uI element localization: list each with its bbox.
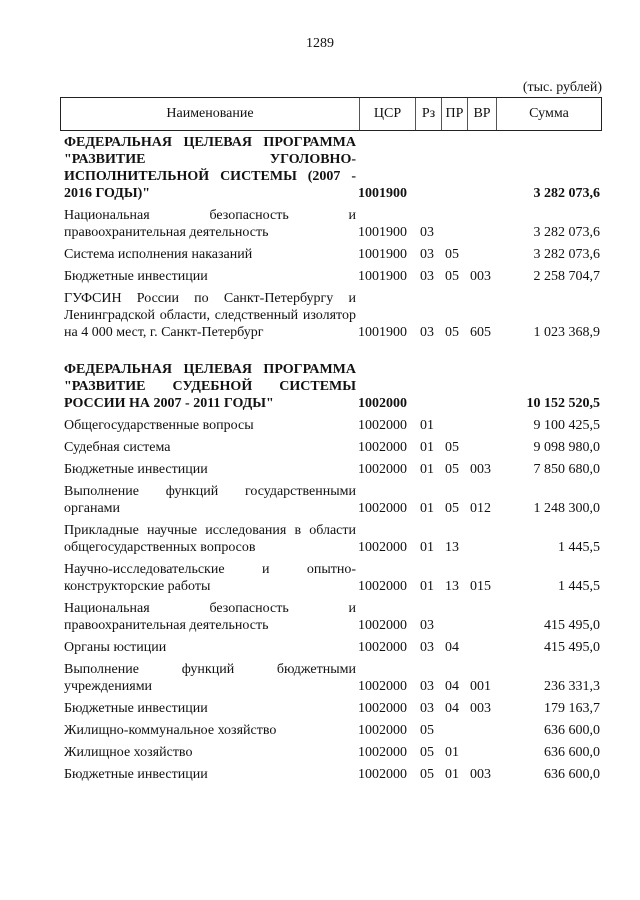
cell-vr: 001	[470, 679, 491, 694]
table-row	[64, 600, 600, 634]
cell-name: Выполнение функций бюджетными учреждениями	[64, 662, 356, 694]
cell-name: Жилищное хозяйство	[64, 745, 193, 760]
cell-rz: 03	[420, 247, 434, 262]
cell-csr: 1002000	[358, 540, 407, 555]
cell-pr: 05	[445, 462, 459, 477]
cell-csr: 1001900	[358, 325, 407, 340]
cell-rz: 03	[420, 640, 434, 655]
cell-rz: 01	[420, 501, 434, 516]
cell-vr: 003	[470, 767, 491, 782]
cell-sum: 3 282 073,6	[533, 186, 600, 201]
header-sum: Сумма	[529, 106, 569, 121]
table-row	[64, 207, 600, 241]
cell-sum: 2 258 704,7	[533, 269, 600, 284]
table-header	[60, 97, 602, 131]
cell-rz: 05	[420, 745, 434, 760]
header-vr: ВР	[468, 98, 497, 130]
cell-sum: 415 495,0	[544, 618, 600, 633]
cell-sum: 636 600,0	[544, 767, 600, 782]
cell-rz: 01	[420, 440, 434, 455]
cell-pr: 13	[445, 540, 459, 555]
cell-sum: 9 098 980,0	[533, 440, 600, 455]
cell-pr: 05	[445, 440, 459, 455]
cell-sum: 415 495,0	[544, 640, 600, 655]
cell-csr: 1002000	[358, 723, 407, 738]
cell-pr: 05	[445, 247, 459, 262]
table-row	[64, 661, 600, 695]
cell-csr: 1002000	[358, 745, 407, 760]
cell-pr: 04	[445, 640, 459, 655]
table-row	[64, 722, 600, 739]
cell-pr: 04	[445, 679, 459, 694]
cell-name: Система исполнения наказаний	[64, 247, 253, 262]
cell-rz: 03	[420, 325, 434, 340]
cell-csr: 1002000	[358, 640, 407, 655]
cell-sum: 9 100 425,5	[533, 418, 600, 433]
cell-csr: 1002000	[358, 701, 407, 716]
cell-vr: 003	[470, 701, 491, 716]
cell-rz: 03	[420, 225, 434, 240]
program-row	[64, 134, 600, 202]
cell-pr: 05	[445, 269, 459, 284]
cell-name: Бюджетные инвестиции	[64, 767, 208, 782]
cell-pr: 13	[445, 579, 459, 594]
table-row	[64, 483, 600, 517]
table-row	[64, 744, 600, 761]
cell-csr: 1002000	[358, 679, 407, 694]
cell-sum: 7 850 680,0	[533, 462, 600, 477]
cell-sum: 3 282 073,6	[533, 225, 600, 240]
cell-pr: 01	[445, 745, 459, 760]
cell-sum: 1 445,5	[558, 540, 600, 555]
table-row	[64, 268, 600, 285]
cell-name: ГУФСИН России по Санкт-Петербургу и Ленинградской области, следственный изолятор на 4 000 мест, г. Санкт-Петербург	[64, 291, 356, 340]
cell-sum: 636 600,0	[544, 745, 600, 760]
cell-name: ФЕДЕРАЛЬНАЯ ЦЕЛЕВАЯ ПРОГРАММА "РАЗВИТИЕ УГОЛОВНО-ИСПОЛНИТЕЛЬНОЙ СИСТЕМЫ (2007 - 2016 ГОДЫ)"	[64, 135, 356, 201]
table-row	[64, 461, 600, 478]
cell-name: Выполнение функций государственными органами	[64, 484, 356, 516]
cell-name: Бюджетные инвестиции	[64, 462, 208, 477]
cell-vr: 003	[470, 269, 491, 284]
cell-csr: 1002000	[358, 579, 407, 594]
cell-sum: 3 282 073,6	[533, 247, 600, 262]
table-row	[64, 246, 600, 263]
cell-sum: 236 331,3	[544, 679, 600, 694]
cell-csr: 1002000	[358, 618, 407, 633]
cell-csr: 1002000	[358, 767, 407, 782]
cell-csr: 1002000	[358, 462, 407, 477]
cell-sum: 1 023 368,9	[533, 325, 600, 340]
cell-vr: 605	[470, 325, 491, 340]
cell-csr: 1002000	[358, 396, 407, 411]
table-row	[64, 522, 600, 556]
cell-rz: 03	[420, 701, 434, 716]
cell-name: Научно-исследовательские и опытно-конструкторские работы	[64, 562, 356, 594]
header-pr: ПР	[442, 98, 468, 130]
cell-rz: 01	[420, 579, 434, 594]
cell-name: Жилищно-коммунальное хозяйство	[64, 723, 277, 738]
cell-rz: 05	[420, 723, 434, 738]
cell-name: Бюджетные инвестиции	[64, 269, 208, 284]
cell-csr: 1001900	[358, 247, 407, 262]
cell-pr: 04	[445, 701, 459, 716]
cell-csr: 1001900	[358, 269, 407, 284]
program-row	[64, 361, 600, 412]
cell-sum: 1 445,5	[558, 579, 600, 594]
cell-sum: 1 248 300,0	[533, 501, 600, 516]
cell-pr: 01	[445, 767, 459, 782]
cell-csr: 1001900	[358, 225, 407, 240]
cell-name: Общегосударственные вопросы	[64, 418, 254, 433]
cell-vr: 012	[470, 501, 491, 516]
page-number: 1289	[306, 36, 334, 51]
cell-vr: 003	[470, 462, 491, 477]
cell-sum: 10 152 520,5	[526, 396, 600, 411]
cell-csr: 1002000	[358, 501, 407, 516]
cell-csr: 1002000	[358, 440, 407, 455]
table-row	[64, 561, 600, 595]
cell-rz: 03	[420, 679, 434, 694]
cell-rz: 03	[420, 269, 434, 284]
cell-rz: 05	[420, 767, 434, 782]
table-body	[64, 134, 600, 788]
cell-name: Прикладные научные исследования в области общегосударственных вопросов	[64, 523, 356, 555]
cell-name: Судебная система	[64, 440, 171, 455]
table-row	[64, 417, 600, 434]
cell-rz: 03	[420, 618, 434, 633]
header-name: Наименование	[61, 98, 360, 130]
cell-sum: 636 600,0	[544, 723, 600, 738]
table-row	[64, 639, 600, 656]
cell-sum: 179 163,7	[544, 701, 600, 716]
table-row	[64, 290, 600, 341]
header-rz: Рз	[416, 98, 442, 130]
header-csr: ЦСР	[360, 98, 416, 130]
cell-csr: 1002000	[358, 418, 407, 433]
cell-rz: 01	[420, 540, 434, 555]
cell-pr: 05	[445, 325, 459, 340]
cell-name: Бюджетные инвестиции	[64, 701, 208, 716]
cell-name: Национальная безопасность и правоохранительная деятельность	[64, 601, 356, 633]
table-row	[64, 766, 600, 783]
cell-pr: 05	[445, 501, 459, 516]
cell-vr: 015	[470, 579, 491, 594]
table-row	[64, 439, 600, 456]
cell-name: Национальная безопасность и правоохранительная деятельность	[64, 208, 356, 240]
cell-name: ФЕДЕРАЛЬНАЯ ЦЕЛЕВАЯ ПРОГРАММА "РАЗВИТИЕ СУДЕБНОЙ СИСТЕМЫ РОССИИ НА 2007 - 2011 ГОДЫ"	[64, 362, 356, 411]
cell-rz: 01	[420, 462, 434, 477]
cell-rz: 01	[420, 418, 434, 433]
table-row	[64, 700, 600, 717]
cell-name: Органы юстиции	[64, 640, 167, 655]
cell-csr: 1001900	[358, 186, 407, 201]
units-label: (тыс. рублей)	[522, 80, 602, 95]
